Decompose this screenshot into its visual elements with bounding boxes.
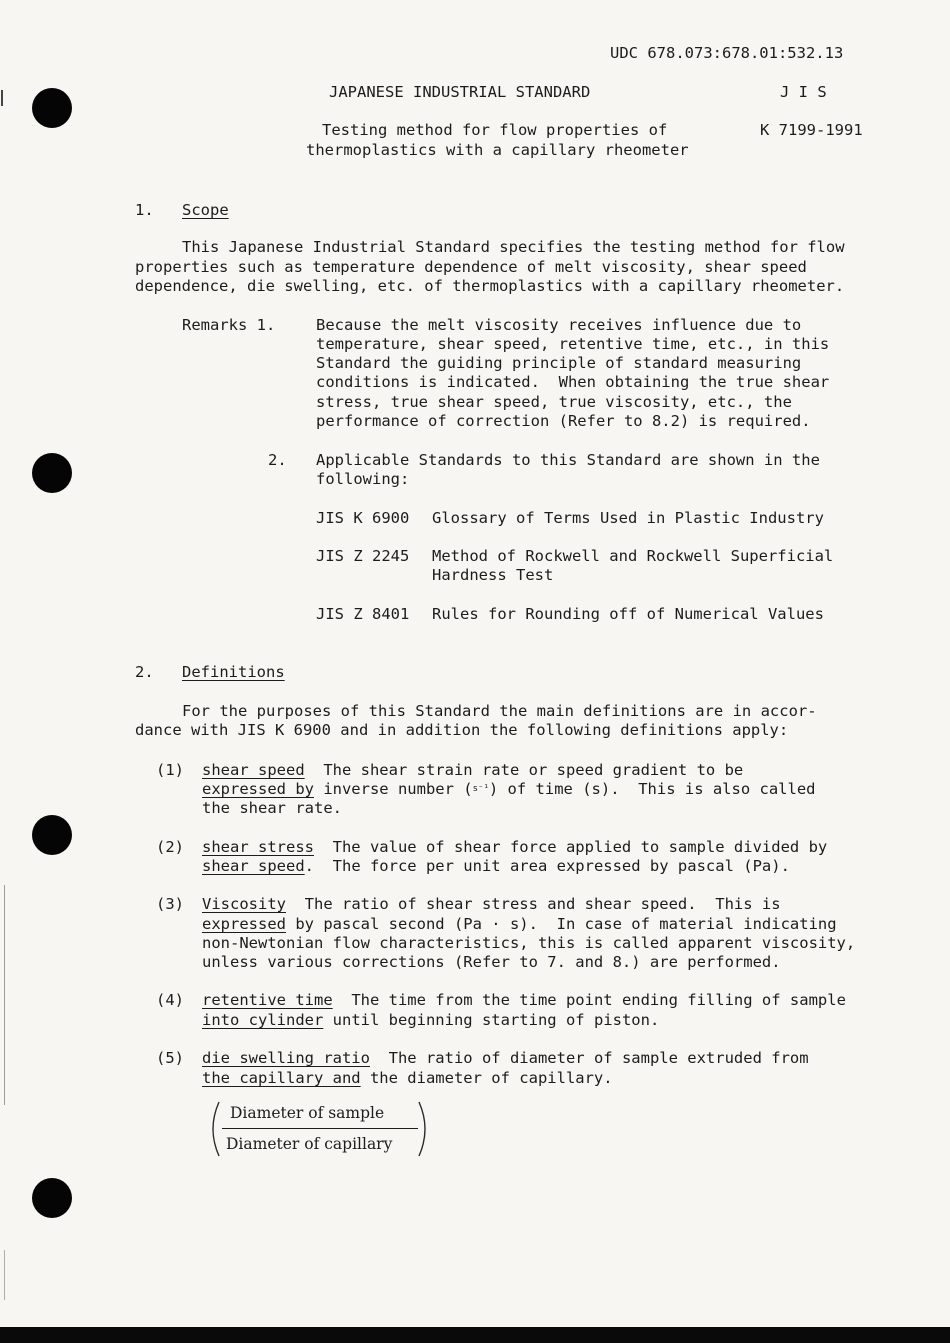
definition-term-cont: shear speed [202,857,305,875]
scope-para-line-3: dependence, die swelling, etc. of thermoplastics with a capillary rheometer. [135,277,845,295]
definition-text: the diameter of capillary. [360,1069,613,1087]
fraction-numerator: Diameter of sample [230,1104,385,1122]
remark-2-line-1: Applicable Standards to this Standard are shown in the [316,451,820,469]
definition-number: (3) [156,895,184,913]
standard-code: JIS Z 8401 [316,605,410,623]
definition-text: The value of shear force applied to sample divided by [313,838,828,856]
definition-number: (2) [156,838,184,856]
definition-text: until beginning starting of piston. [323,1011,660,1029]
definition-5-line-2 [202,1069,613,1089]
punch-hole-3 [32,815,72,855]
definition-1-line-3: the shear rate. [202,799,342,817]
standard-code: JIS K 6900 [316,509,410,527]
definition-text: The time from the time point ending filling of sample [332,991,846,1009]
section-1-heading: Scope [182,201,229,219]
definition-term-cont: expressed by [202,780,314,798]
remark-1-line-6: performance of correction (Refer to 8.2) is required. [316,412,811,430]
definitions-intro-line-2: dance with JIS K 6900 and in addition the following definitions apply: [135,721,789,739]
remark-1-line-3: Standard the guiding principle of standard measuring [316,354,802,372]
scan-bottom-edge [0,1327,950,1343]
remark-1-line-5: stress, true shear speed, true viscosity, etc., the [316,393,792,411]
remark-1-line-2: temperature, shear speed, retentive time, etc., in this [316,335,830,353]
definition-text: The shear strain rate or speed gradient to be [304,761,744,779]
remark-1-line-1: Because the melt viscosity receives influence due to [316,316,802,334]
definition-text: . The force per unit area expressed by pascal (Pa). [304,857,790,875]
remark-2-number: 2. [268,451,287,469]
unit-superscript: s⁻¹ [472,784,489,794]
fraction-bar [222,1128,418,1129]
definition-1 [202,761,743,781]
definition-text: The ratio of shear stress and shear speed. This is [286,895,781,913]
definition-1-line-2 [202,780,816,800]
definition-5 [202,1049,809,1069]
definition-text: ) of time (s). This is also called [488,780,816,798]
standard-title-cont: Hardness Test [432,566,554,584]
definition-3-line-2 [202,915,837,935]
fraction-denominator: Diameter of capillary [226,1135,393,1153]
definition-term: Viscosity [202,895,286,913]
doc-title-line-1: Testing method for flow properties of [322,121,668,139]
punch-hole-1 [32,88,72,128]
definition-3 [202,895,781,915]
definition-term-cont: expressed [202,915,286,933]
definition-4 [202,991,846,1011]
scan-mark [4,885,5,1105]
standard-org: JAPANESE INDUSTRIAL STANDARD [329,83,591,101]
definition-term: shear stress [202,838,314,856]
scan-mark [4,1250,5,1300]
definition-text: inverse number ( [313,780,473,798]
section-2-number: 2. [135,663,154,681]
definition-term: shear speed [202,761,305,779]
definitions-intro-line-1: For the purposes of this Standard the main definitions are in accor- [182,702,817,720]
standard-title: Glossary of Terms Used in Plastic Industry [432,509,824,527]
definition-term: die swelling ratio [202,1049,370,1067]
jis-mark: J I S [780,83,827,101]
scan-mark [1,90,3,106]
definition-text: by pascal second (Pa · s). In case of material indicating [286,915,837,933]
definition-term-cont: the capillary and [202,1069,361,1087]
standard-number: K 7199-1991 [760,121,863,139]
definition-3-line-4: unless various corrections (Refer to 7. and 8.) are performed. [202,953,781,971]
scope-para-line-1: This Japanese Industrial Standard specifies the testing method for flow [182,238,845,256]
remarks-label: Remarks 1. [182,316,276,334]
scope-para-line-2: properties such as temperature dependence of melt viscosity, shear speed [135,258,807,276]
definition-number: (4) [156,991,184,1009]
right-parenthesis [417,1100,433,1158]
standard-code: JIS Z 2245 [316,547,410,565]
definition-3-line-3: non-Newtonian flow characteristics, this is called apparent viscosity, [202,934,856,952]
udc-number: UDC 678.073:678.01:532.13 [610,44,844,62]
definition-text: The ratio of diameter of sample extruded from [369,1049,809,1067]
definition-number: (1) [156,761,184,779]
definition-4-line-2 [202,1011,659,1031]
standard-title: Method of Rockwell and Rockwell Superficial [432,547,834,565]
punch-hole-2 [32,453,72,493]
section-1-number: 1. [135,201,154,219]
definition-2 [202,838,827,858]
left-parenthesis [205,1100,221,1158]
remark-2-line-2: following: [316,470,410,488]
section-2-heading: Definitions [182,663,285,681]
definition-term-cont: into cylinder [202,1011,324,1029]
punch-hole-4 [32,1178,72,1218]
doc-title-line-2: thermoplastics with a capillary rheometer [306,141,689,159]
definition-number: (5) [156,1049,184,1067]
remark-1-line-4: conditions is indicated. When obtaining the true shear [316,373,830,391]
standard-title: Rules for Rounding off of Numerical Values [432,605,824,623]
definition-term: retentive time [202,991,333,1009]
definition-2-line-2 [202,857,790,877]
